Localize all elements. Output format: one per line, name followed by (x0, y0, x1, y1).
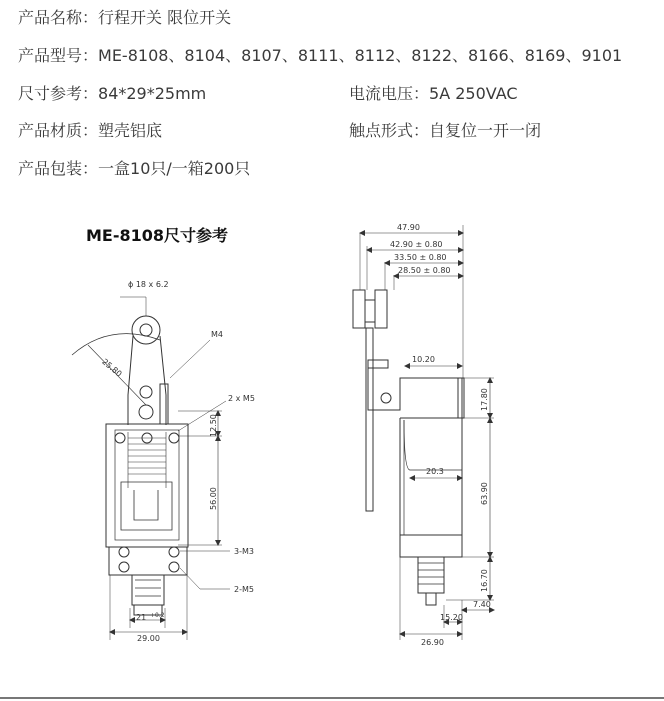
label-63-90: 63.90 (480, 482, 489, 505)
spec-model-value: ME-8108、8104、8107、8111、8112、8122、8166、8169、9101 (98, 46, 623, 65)
label-33-50: 33.50 ± 0.80 (394, 253, 447, 262)
label-3-m3: 3-M3 (234, 547, 254, 556)
spec-packing-value: 一盒10只/一箱200只 (98, 159, 251, 178)
label-15-20: 15.20 (440, 613, 463, 622)
label-2xm5: 2 x M5 (228, 394, 255, 403)
spec-model-label: 产品型号： (18, 46, 99, 65)
label-10-20: 10.20 (412, 355, 435, 364)
label-29: 29.00 (137, 634, 160, 643)
spec-name-label: 产品名称： (18, 8, 99, 27)
front-view (72, 297, 230, 640)
spec-contact-label: 触点形式： (349, 121, 430, 140)
label-7-40: 7.40 (473, 600, 491, 609)
label-m4: M4 (211, 330, 223, 339)
label-20-3: 20.3 (426, 467, 444, 476)
label-42-90: 42.90 ± 0.80 (390, 240, 443, 249)
drawing-title: ME-8108尺寸参考 (86, 226, 229, 245)
label-47-90: 47.90 (397, 223, 420, 232)
side-view (353, 225, 494, 640)
label-12-50: 12.50 (209, 414, 218, 437)
label-radius: 25.80 (100, 357, 124, 379)
label-28-50: 28.50 ± 0.80 (398, 266, 451, 275)
label-17-80: 17.80 (480, 388, 489, 411)
spec-material-value: 塑壳铝底 (98, 121, 163, 140)
spec-packing-label: 产品包装： (18, 159, 99, 178)
spec-size-value: 84*29*25mm (98, 84, 207, 103)
label-26-90: 26.90 (421, 638, 444, 647)
spec-name-value: 行程开关 限位开关 (98, 8, 232, 27)
label-56-00: 56.00 (209, 487, 218, 510)
label-21-tol: +0.2 (150, 612, 165, 619)
bottom-divider (0, 697, 664, 699)
label-21: 21 (136, 613, 147, 622)
spec-size-label: 尺寸参考： (18, 84, 99, 103)
label-roller: ϕ 18 x 6.2 (128, 280, 169, 289)
label-2-m5: 2-M5 (234, 585, 254, 594)
spec-material-label: 产品材质： (18, 121, 99, 140)
spec-current-value: 5A 250VAC (429, 84, 518, 103)
spec-contact-value: 自复位一开一闭 (429, 121, 542, 140)
spec-current-label: 电流电压： (349, 84, 430, 103)
label-16-70: 16.70 (480, 569, 489, 592)
